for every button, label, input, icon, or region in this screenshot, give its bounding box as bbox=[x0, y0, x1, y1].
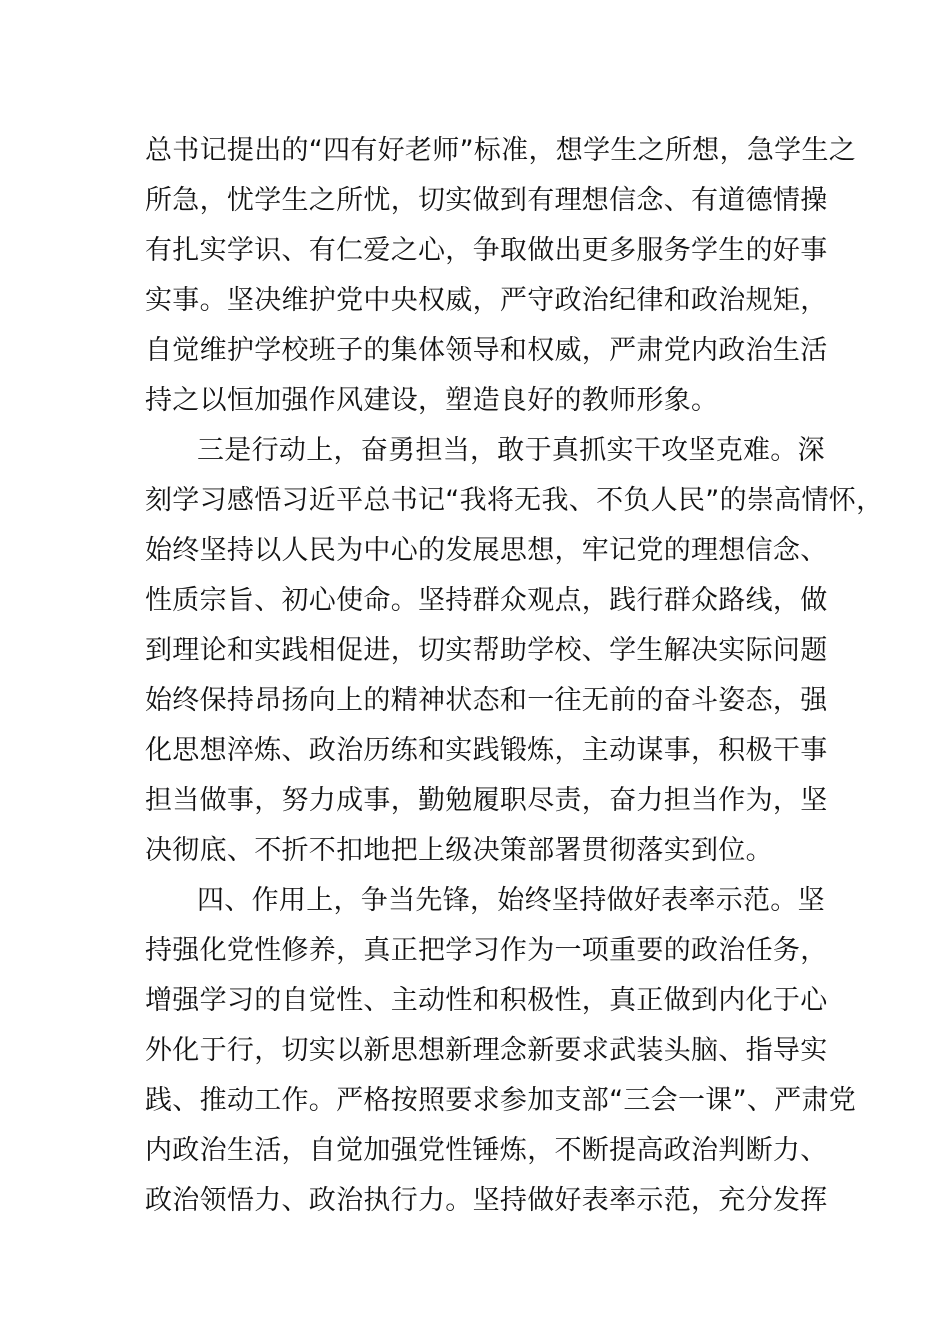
paragraph-start-line: 四、作用上，争当先锋，始终坚持做好表率示范。坚 bbox=[197, 885, 825, 916]
text-line: 增强学习的自觉性、主动性和积极性，真正做到内化于心 bbox=[145, 985, 828, 1016]
text-line: 持之以恒加强作风建设，塑造良好的教师形象。 bbox=[145, 385, 719, 416]
text-line: 自觉维护学校班子的集体领导和权威，严肃党内政治生活 bbox=[145, 335, 828, 366]
text-line: 总书记提出的“四有好老师”标准，想学生之所想，急学生之 bbox=[145, 135, 857, 166]
text-line: 外化于行，切实以新思想新理念新要求武装头脑、指导实 bbox=[145, 1035, 828, 1066]
text-line: 到理论和实践相促进，切实帮助学校、学生解决实际问题 bbox=[145, 635, 828, 666]
text-line: 有扎实学识、有仁爱之心，争取做出更多服务学生的好事 bbox=[145, 235, 828, 266]
text-line: 实事。坚决维护党中央权威，严守政治纪律和政治规矩， bbox=[145, 285, 828, 316]
text-line: 政治领悟力、政治执行力。坚持做好表率示范，充分发挥 bbox=[145, 1185, 828, 1216]
text-line: 担当做事，努力成事，勤勉履职尽责，奋力担当作为，坚 bbox=[145, 785, 828, 816]
text-line: 性质宗旨、初心使命。坚持群众观点，践行群众路线，做 bbox=[145, 585, 828, 616]
text-line: 决彻底、不折不扣地把上级决策部署贯彻落实到位。 bbox=[145, 835, 773, 866]
text-line: 践、推动工作。严格按照要求参加支部“三会一课”、严肃党 bbox=[145, 1085, 857, 1116]
text-line: 化思想淬炼、政治历练和实践锻炼，主动谋事，积极干事 bbox=[145, 735, 828, 766]
text-line: 内政治生活，自觉加强党性锤炼，不断提高政治判断力、 bbox=[145, 1135, 828, 1166]
text-line: 持强化党性修养，真正把学习作为一项重要的政治任务， bbox=[145, 935, 828, 966]
text-line: 始终坚持以人民为中心的发展思想，牢记党的理想信念、 bbox=[145, 535, 828, 566]
text-line: 刻学习感悟习近平总书记“我将无我、不负人民”的崇高情怀， bbox=[145, 485, 884, 516]
text-line: 所急，忧学生之所忧，切实做到有理想信念、有道德情操 bbox=[145, 185, 828, 216]
text-line: 始终保持昂扬向上的精神状态和一往无前的奋斗姿态，强 bbox=[145, 685, 828, 716]
paragraph-start-line: 三是行动上，奋勇担当，敢于真抓实干攻坚克难。深 bbox=[197, 435, 825, 466]
